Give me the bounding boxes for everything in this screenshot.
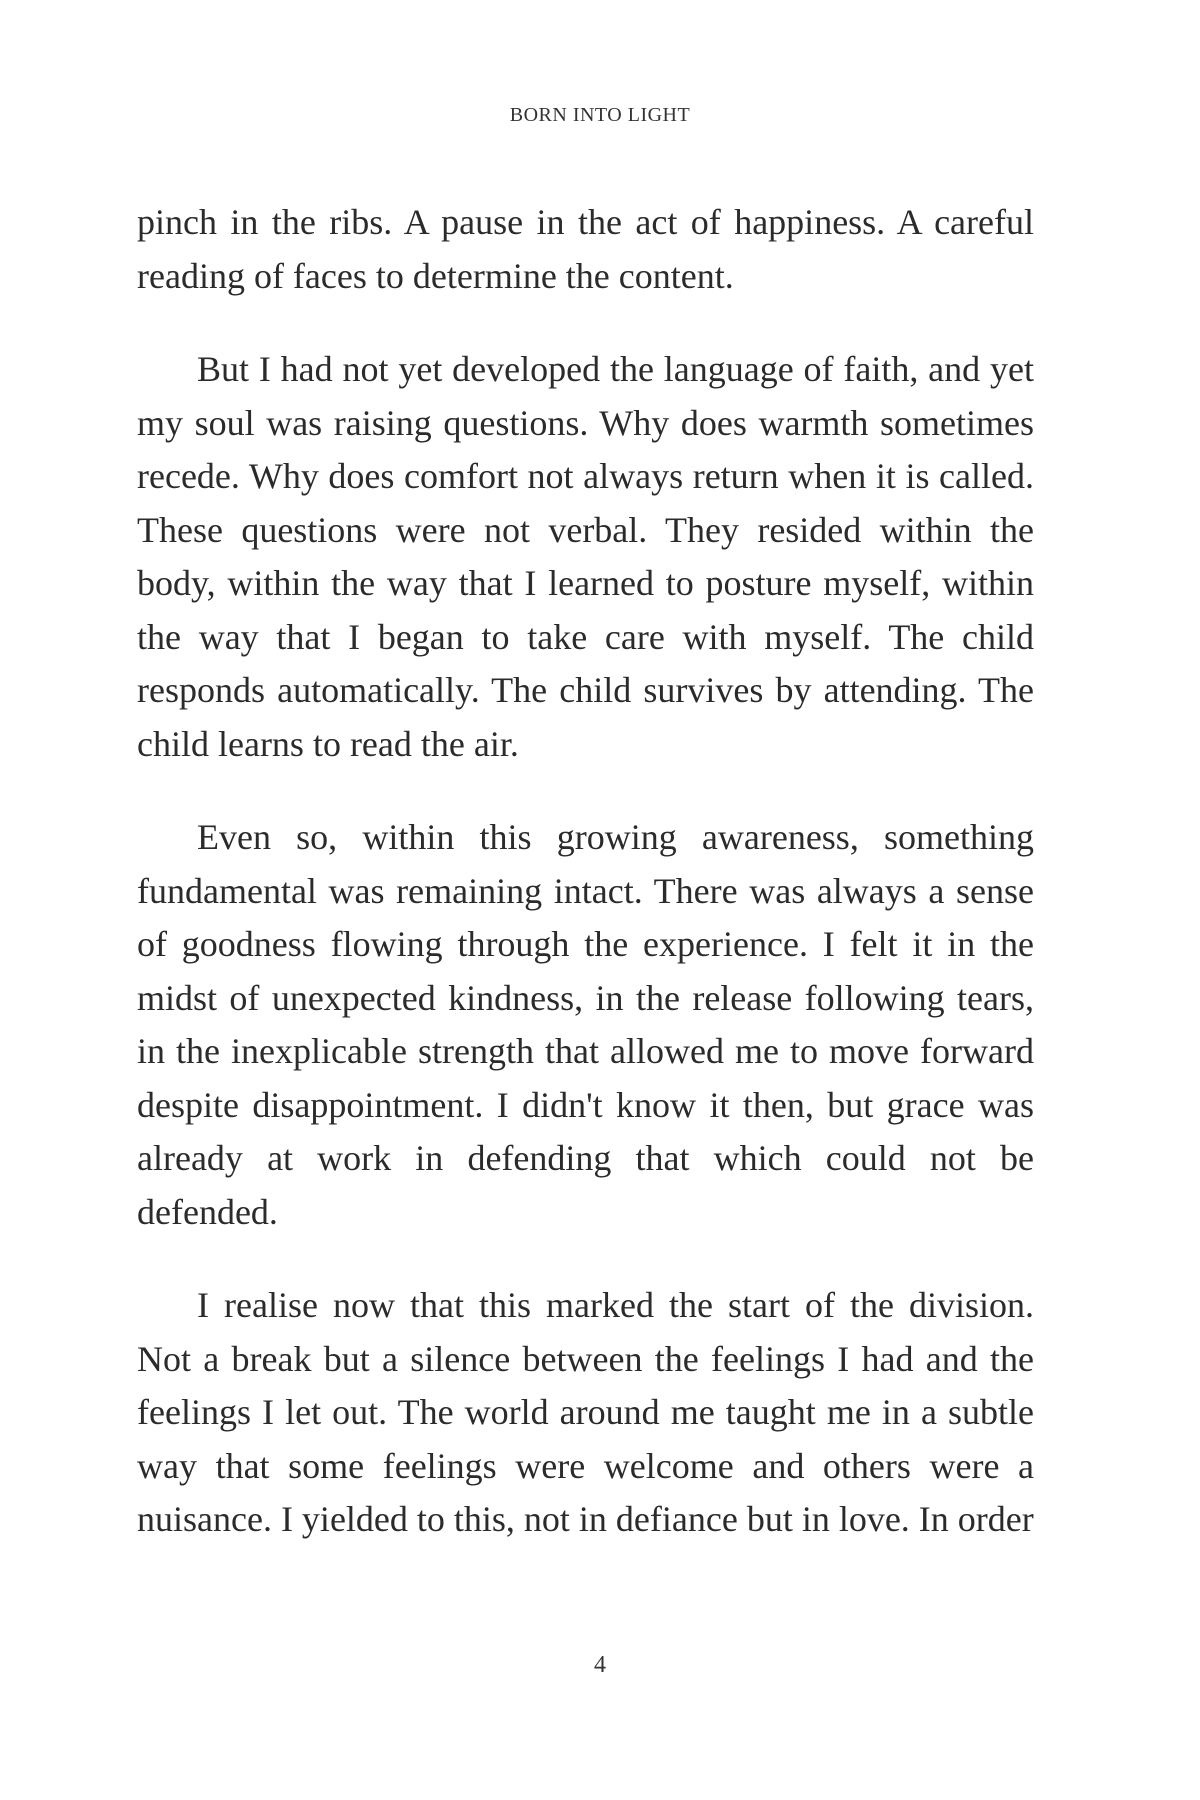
running-header-title: BORN INTO LIGHT <box>509 104 691 126</box>
paragraph-1: pinch in the ribs. A pause in the act of happiness. A careful reading of faces to determine the content. <box>137 202 1034 296</box>
paragraph-4: I realise now that this marked the start of the division. Not a break but a silence between the feelings I had and the feelings I let out. The world around me taught me in a subtle way that some feelings were welcome and others were a nuisance. I yielded to this, not in defiance but in love. In order <box>137 1285 1034 1539</box>
paragraph-2: But I had not yet developed the language of faith, and yet my soul was raising questions. Why does warmth sometimes recede. Why does comfort not always return when it is called. These questions were not verbal. They resided within the body, within the way that I learned to posture myself, within the way that I began to take care with myself. The child responds automatically. The child survives by attending. The child learns to read the air. <box>137 349 1034 764</box>
body-text <box>137 196 1034 1587</box>
paragraph-3: Even so, within this growing awareness, something fundamental was remaining intact. There was always a sense of goodness flowing through the experience. I felt it in the midst of unexpected kindness, in the release following tears, in the inexplicable strength that allowed me to move forward despite disappointment. I didn't know it then, but grace was already at work in defending that which could not be defended. <box>137 817 1034 1232</box>
page-number: 4 <box>594 1652 606 1678</box>
